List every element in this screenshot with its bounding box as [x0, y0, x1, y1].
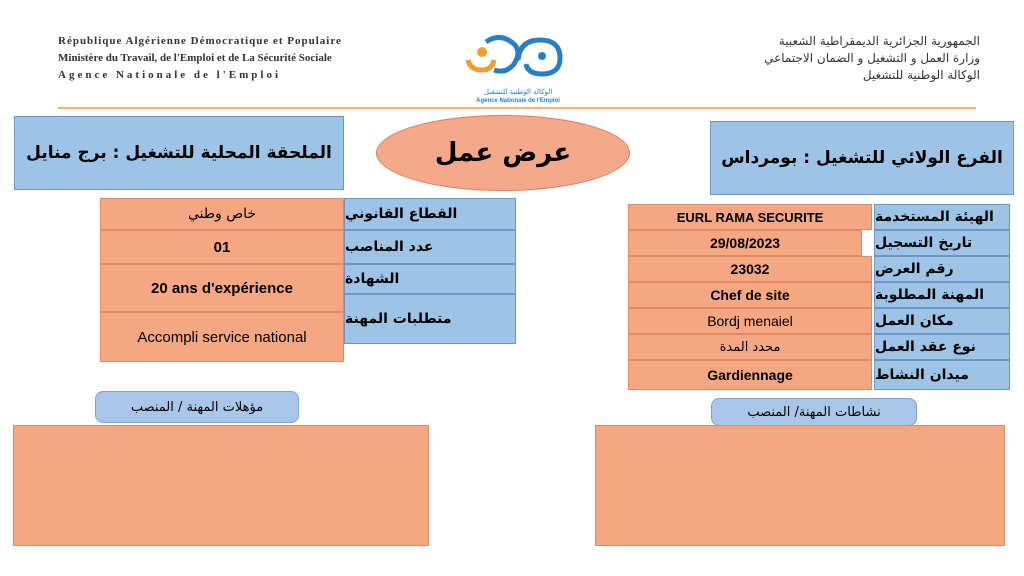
- offer-number-label: رقم العرض: [874, 256, 1010, 282]
- workplace-label: مكان العمل: [874, 308, 1010, 334]
- job-requirements-label: متطلبات المهنة: [344, 294, 516, 344]
- regional-branch-box: الفرع الولائي للتشغيل : بومرداس: [710, 121, 1014, 195]
- contract-type-label: نوع عقد العمل: [874, 334, 1010, 360]
- header-divider: [58, 107, 976, 109]
- positions-count-value: 01: [100, 230, 344, 264]
- employer-value: EURL RAMA SECURITE: [628, 204, 872, 230]
- header-fr-line-2: Ministère du Travail, de l'Emploi et de La Sécurité Sociale: [58, 52, 332, 64]
- agency-logo: [456, 30, 580, 104]
- job-offer-title: عرض عمل: [376, 115, 630, 191]
- header-ar-line-2: وزارة العمل و التشغيل و الضمان الاجتماعي: [764, 51, 980, 65]
- qualification-label: الشهادة: [344, 264, 516, 294]
- offer-number-value: 23032: [628, 256, 872, 282]
- header-arabic: [600, 33, 980, 84]
- activity-field-label: ميدان النشاط: [874, 360, 1010, 390]
- workplace-value: Bordj menaiel: [628, 308, 872, 334]
- qualification-value: 20 ans d'expérience: [100, 264, 344, 312]
- agency-logo-icon: [456, 30, 580, 84]
- left-info-table: [100, 198, 516, 366]
- qualifications-section-label: مؤهلات المهنة / المنصب: [95, 391, 299, 423]
- job-requirements-value: Accompli service national: [100, 312, 344, 362]
- required-job-label: المهنة المطلوبة: [874, 282, 1010, 308]
- logo-french-text: Agence Nationale de l'Emploi: [476, 98, 560, 104]
- registration-date-value: 29/08/2023: [628, 230, 862, 256]
- positions-count-label: عدد المناصب: [344, 230, 516, 264]
- required-job-value: Chef de site: [628, 282, 872, 308]
- activity-field-value: Gardiennage: [628, 360, 872, 390]
- activities-section-label: نشاطات المهنة/ المنصب: [711, 398, 917, 426]
- header-ar-line-3: الوكالة الوطنية للتشغيل: [862, 68, 980, 82]
- legal-sector-value: خاص وطني: [100, 198, 344, 230]
- right-info-table: [628, 204, 1010, 390]
- employer-label: الهيئة المستخدمة: [874, 204, 1010, 230]
- legal-sector-label: القطاع القانوني: [344, 198, 516, 230]
- header-ar-line-1: الجمهورية الجزائرية الديمقراطية الشعبية: [778, 34, 980, 48]
- logo-arabic-text: الوكالة الوطنية للتشغيل: [483, 88, 553, 96]
- qualifications-content-box: [13, 425, 429, 546]
- local-annex-box: الملحقة المحلية للتشغيل : برج منايل: [14, 116, 344, 190]
- activities-content-box: [595, 425, 1005, 546]
- registration-date-label: تاريخ التسجيل: [874, 230, 1010, 256]
- contract-type-value: محدد المدة: [628, 334, 872, 360]
- header-french: [58, 33, 438, 84]
- header-fr-line-3: Agence Nationale de l'Emploi: [58, 69, 282, 81]
- header-fr-line-1: République Algérienne Démocratique et Populaire: [58, 35, 342, 47]
